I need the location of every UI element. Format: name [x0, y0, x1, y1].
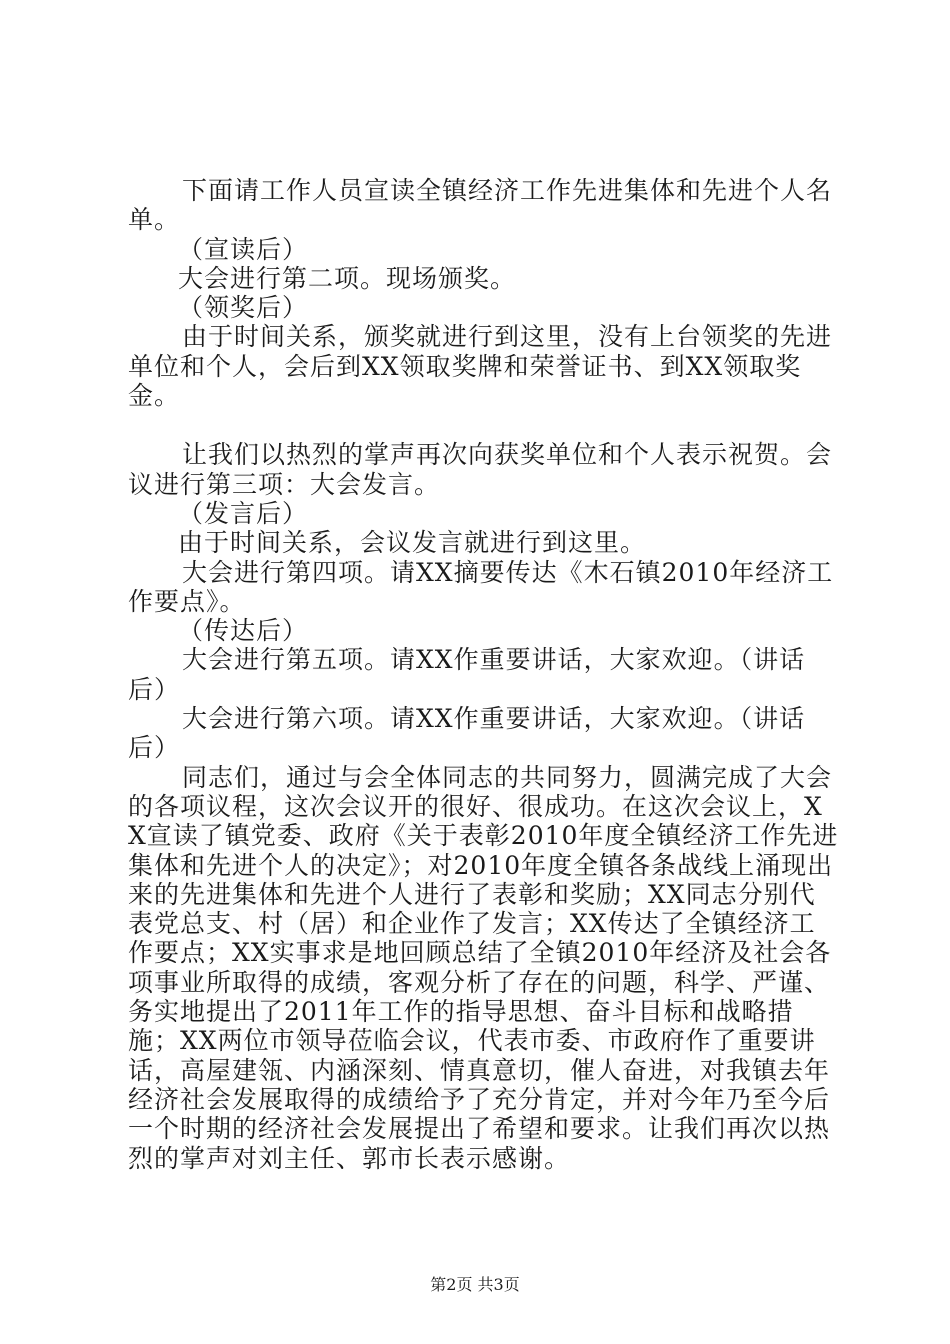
- paragraph-agenda-item: 大会进行第五项。请XX作重要讲话，大家欢迎。（讲话后）: [128, 645, 806, 704]
- document-body: [128, 176, 840, 1173]
- paragraph-agenda-item: 大会进行第二项。现场颁奖。: [178, 263, 517, 293]
- paragraph-agenda-item: 大会进行第六项。请XX作重要讲话，大家欢迎。（讲话后）: [128, 704, 806, 763]
- paragraph-stage-note: （传达后）: [178, 616, 309, 646]
- paragraph-agenda-item: 大会进行第四项。请XX摘要传达《木石镇2010年经济工作要点》。: [128, 557, 834, 616]
- paragraph-stage-note: （发言后）: [178, 498, 309, 528]
- paragraph-agenda-item: 由于时间关系，会议发言就进行到这里。: [178, 528, 647, 558]
- paragraph-congratulation: 让我们以热烈的掌声再次向获奖单位和个人表示祝贺。会议进行第三项：大会发言。: [128, 440, 833, 499]
- paragraph-award-note: 由于时间关系，颁奖就进行到这里，没有上台领奖的先进单位和个人，会后到XX领取奖牌和荣誉证书、到XX领取奖金。: [128, 322, 833, 411]
- paragraph-stage-note: （领奖后）: [178, 293, 309, 323]
- paragraph-stage-note: （宣读后）: [178, 234, 309, 264]
- paragraph-summary: 同志们，通过与会全体同志的共同努力，圆满完成了大会的各项议程，这次会议开的很好、很成功。在这次会议上，XX宣读了镇党委、政府《关于表彰2010年度全镇经济工作先进集体和先进个人的决定》；对2010年度全镇各条战线上涌现出来的先进集体和先进个人进行了表彰和奖励；XX同志分别代表党总支、村（居）和企业作了发言；XX传达了全镇经济工作要点；XX实事求是地回顾总结了全镇2010年经济及社会各项事业所取得的成绩，客观分析了存在的问题，科学、严谨、务实地提出了2011年工作的指导思想、奋斗目标和战略措施；XX两位市领导莅临会议，代表市委、市政府作了重要讲话，高屋建瓴、内涵深刻、情真意切，催人奋进，对我镇去年经济社会发展取得的成绩给予了充分肯定，并对今年乃至今后一个时期的经济社会发展提出了希望和要求。让我们再次以热烈的掌声对刘主任、郭市长表示感谢。: [128, 762, 839, 1173]
- paragraph-announcement: 下面请工作人员宣读全镇经济工作先进集体和先进个人名单。: [128, 176, 833, 235]
- paragraph-gap: [128, 410, 840, 440]
- page-indicator: 第2页 共3页: [430, 1275, 520, 1294]
